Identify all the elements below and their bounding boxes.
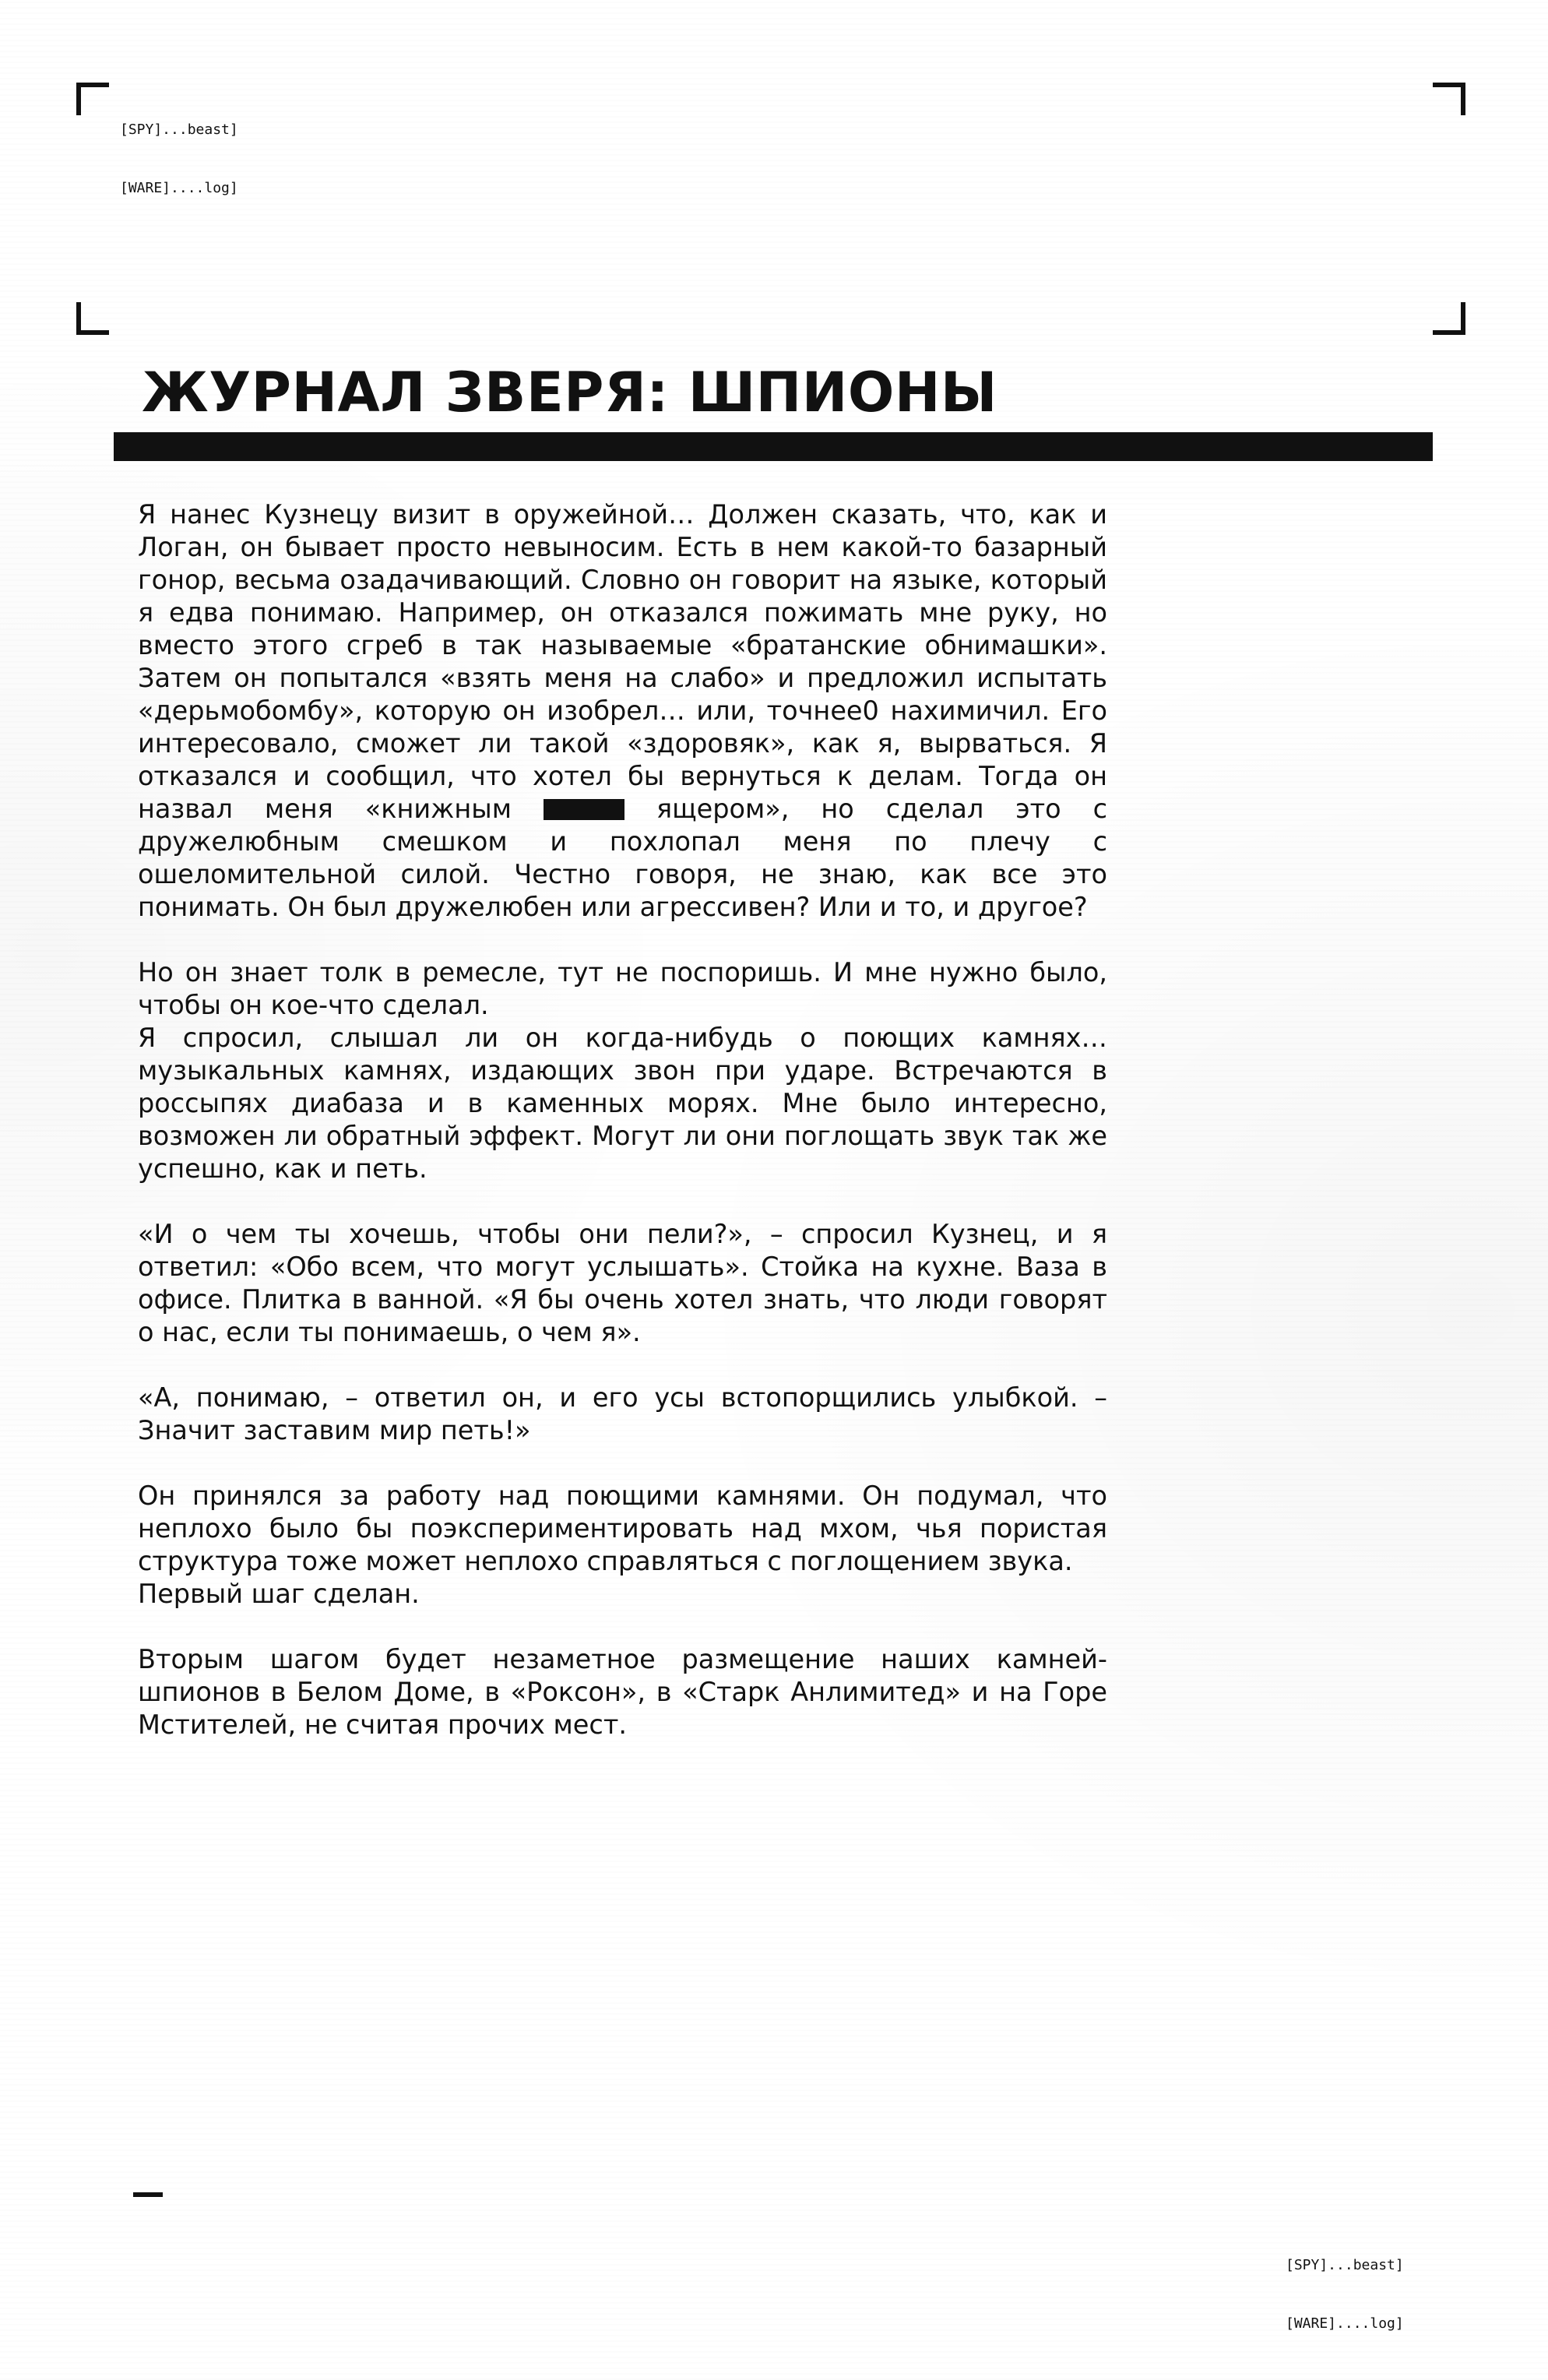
redaction-block (544, 799, 624, 820)
paragraph-3: Я спросил, слышал ли он когда-нибудь о поющих камнях… музыкальных камнях, издающих звон при ударе. Встречаются в россыпях диабаза и в каменных морях. Мне было интересно, возможен ли обратный эффект. Могут ли они поглощать звук так же успешно, как и петь. (138, 1023, 1107, 1184)
footer-tag (1286, 2216, 1404, 2353)
page-marker-dash (133, 2192, 163, 2197)
header-tag-line2: [WARE]....log] (120, 180, 238, 196)
footer-tag-line2: [WARE]....log] (1286, 2315, 1404, 2332)
paragraph-1-part-1: Я нанес Кузнецу визит в оружейной… Должен сказать, что, как и Логан, он бывает просто невыносим. Есть в нем какой-то базарный гонор, весьма озадачивающий. Словно он говорит на языке, который я едва понимаю. Например, он отказался пожимать мне руку, но вместо этого сгреб в так называемые «братанские обнимашки». Затем он попытался «взять меня на слабо» и предложил испытать «дерьмобомбу», которую он изобрел… или, точнее0 нахимичил. Его интересовало, сможет ли такой «здоровяк», как я, вырваться. Я отказался и сообщил, что хотел бы вернуться к делам. Тогда он назвал меня «книжным (138, 499, 1107, 824)
paragraph-1-part-2: ящером», но сделал это с дружелюбным смешком и похлопал меня по плечу с ошеломительной силой. Честно говоря, не знаю, как все это понимать. Он был дружелюбен или агрессивен? Или и то, и другое? (138, 794, 1108, 922)
paragraph-6: Он принялся за работу над поющими камнями. Он подумал, что неплохо было бы поэкспериментировать над мхом, чья пористая структура тоже может неплохо справляться с поглощением звука. (138, 1480, 1107, 1576)
frame-corner-top-right (1433, 83, 1465, 115)
title-underline-bar (114, 432, 1433, 461)
paragraph-5: «А, понимаю, – ответил он, и его усы встопорщились улыбкой. – Значит заставим мир петь!» (138, 1382, 1107, 1445)
frame-corner-top-left (76, 83, 109, 115)
footer-tag-line1: [SPY]...beast] (1286, 2257, 1404, 2273)
article-body (138, 498, 1107, 1774)
paragraph-2: Но он знает толк в ремесле, тут не поспоришь. И мне нужно было, чтобы он кое-что сделал. (138, 957, 1107, 1020)
page-title: ЖУРНАЛ ЗВЕРЯ: ШПИОНЫ (142, 361, 997, 424)
header-tag-line1: [SPY]...beast] (120, 121, 238, 138)
frame-corner-bottom-right (1433, 302, 1465, 335)
paragraph-1 (138, 498, 1107, 924)
paragraph-4: «И о чем ты хочешь, чтобы они пели?», – спросил Кузнец, и я ответил: «Обо всем, что могут услышать». Стойка на кухне. Ваза в офисе. Плитка в ванной. «Я бы очень хотел знать, что люди говорят о нас, если ты понимаешь, о чем я». (138, 1219, 1107, 1347)
paragraph-7: Первый шаг сделан. (138, 1579, 420, 1609)
header-tag (120, 81, 238, 217)
paragraph-8: Вторым шагом будет незаметное размещение наших камней-шпионов в Белом Доме, в «Роксон», в «Старк Анлимитед» и на Горе Мстителей, не считая прочих мест. (138, 1644, 1107, 1740)
frame-corner-bottom-left (76, 302, 109, 335)
